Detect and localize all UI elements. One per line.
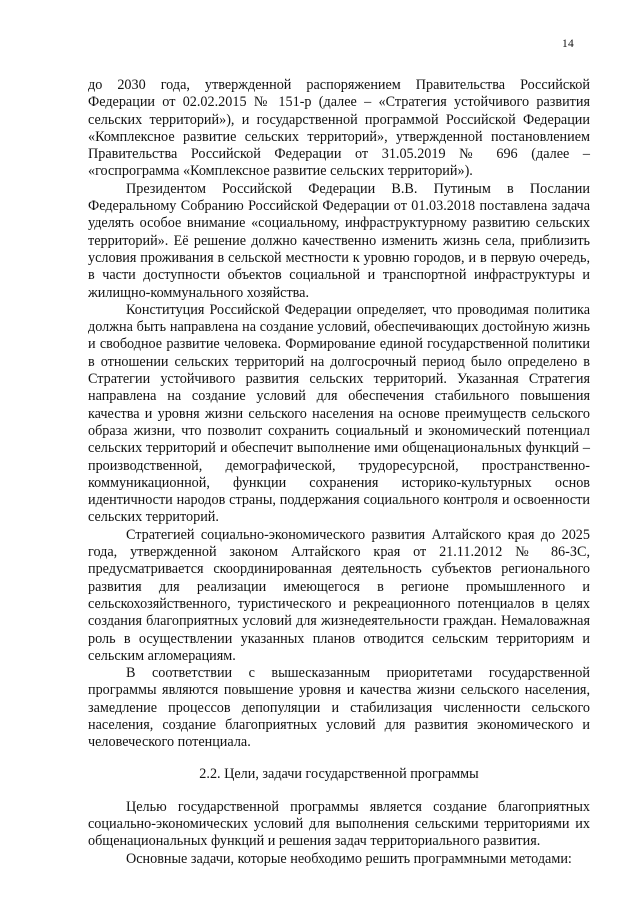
paragraph-president-address: Президентом Российской Федерации В.В. Путиным в Послании Федеральному Собранию Российской Федерации от 01.03.2018 поставлена задача уделять особое внимание «социальному, инфраструктурному развитию сельских территорий». Её решение должно качественно изменить жизнь села, приблизить условия проживания в сельской местности к уровню городов, и в первую очередь, в части доступности объектов социальной и транспортной инфраструктуры и жилищно-коммунального хозяйства.	[88, 180, 590, 301]
section-heading: 2.2. Цели, задачи государственной программы	[199, 765, 479, 782]
paragraph-tasks: Основные задачи, которые необходимо решить программными методами:	[126, 850, 572, 867]
paragraph-altai-strategy: Стратегией социально-экономического развития Алтайского края до 2025 года, утвержденной законом Алтайского края от 21.11.2012 № 86-ЗС, предусматривается скоординированная деятельность субъектов регионального развития для реализации имеющегося в регионе промышленного и сельскохозяйственного, туристического и рекреационного потенциалов в целях создания благоприятных условий для жизнедеятельности граждан. Немаловажная роль в осуществлении указанных планов отводится сельским территориям и сельским агломерациям.	[88, 526, 590, 664]
paragraph-constitution: Конституция Российской Федерации определяет, что проводимая политика должна быть направлена на создание условий, обеспечивающих достойную жизнь и свободное развитие человека. Формирование единой государственной политики в отношении сельских территорий на долгосрочный период было определено в Стратегии устойчивого развития сельских территорий. Указанная Стратегия направлена на создание условий для обеспечения стабильного повышения качества и уровня жизни сельского населения на основе преимуществ сельского образа жизни, что позволит сохранить социальный и экономический потенциал сельских территорий и обеспечит выполнение ими общенациональных функций – производственной, демографической, трудоресурсной, пространственно-коммуникационной, функции сохранения историко-культурных основ идентичности народов страны, поддержания социального контроля и освоенности сельских территорий.	[88, 301, 590, 526]
page-number: 14	[562, 38, 574, 50]
paragraph-continuation: до 2030 года, утвержденной распоряжением Правительства Российской Федерации от 02.02.2015 № 151-р (далее – «Стратегия устойчивого развития сельских территорий»), и государственной программой Российской Федерации «Комплексное развитие сельских территорий», утвержденной постановлением Правительства Российской Федерации от 31.05.2019 № 696 (далее – «госпрограмма «Комплексное развитие сельских территорий»).	[88, 77, 590, 180]
paragraph-goal: Целью государственной программы является создание благоприятных социально-экономических условий для выполнения сельскими территориями их общенациональных функций и решения задач территориального развития.	[88, 798, 590, 850]
document-body	[88, 77, 590, 868]
paragraph-priorities: В соответствии с вышесказанным приоритетами государственной программы являются повышение уровня и качества жизни сельского населения, замедление процессов депопуляции и стабилизация численности сельского населения, создание благоприятных условий для развития экономического и человеческого потенциала.	[88, 665, 590, 751]
